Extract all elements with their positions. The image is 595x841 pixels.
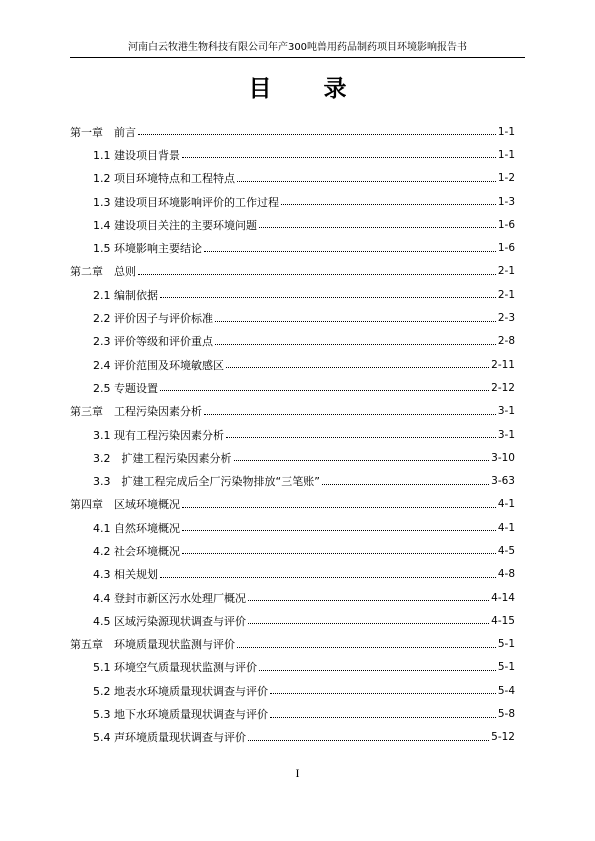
toc-entry-page: 4-15 [491, 614, 515, 627]
toc-entry-page: 1-2 [497, 172, 515, 185]
header-divider [70, 57, 525, 58]
toc-entry-page: 2-11 [491, 358, 515, 371]
toc-section-entry[interactable] [70, 726, 515, 749]
toc-section-entry[interactable] [70, 609, 515, 632]
toc-entry-page: 5-1 [497, 638, 515, 651]
toc-section-entry[interactable] [70, 563, 515, 586]
toc-dot-leader [270, 717, 496, 718]
toc-chapter-entry[interactable] [70, 260, 515, 283]
toc-entry-title: 4.1 自然环境概况 [93, 521, 180, 535]
toc-entry-title: 3.1 现有工程污染因素分析 [93, 428, 224, 442]
toc-entry-title: 第四章 区域环境概况 [70, 498, 180, 512]
toc-entry-page: 5-12 [491, 731, 515, 744]
toc-section-entry[interactable] [70, 190, 515, 213]
toc-entry-page: 4-1 [497, 521, 515, 534]
toc-dot-leader [234, 460, 490, 461]
toc-dot-leader [237, 647, 496, 648]
toc-entry-title: 1.5 环境影响主要结论 [93, 242, 202, 256]
toc-section-entry[interactable] [70, 283, 515, 306]
toc-entry-title: 2.3 评价等级和评价重点 [93, 335, 213, 349]
toc-entry-page: 5-4 [497, 684, 515, 697]
toc-entry-page: 4-8 [497, 568, 515, 581]
toc-section-entry[interactable] [70, 213, 515, 236]
toc-dot-leader [160, 297, 496, 298]
toc-entry-title: 3.3 扩建工程完成后全厂污染物排放“三笔账” [93, 475, 320, 489]
toc-entry-page: 1-6 [497, 218, 515, 231]
toc-section-entry[interactable] [70, 306, 515, 329]
toc-dot-leader [259, 670, 496, 671]
toc-section-entry[interactable] [70, 167, 515, 190]
toc-entry-title: 3.2 扩建工程污染因素分析 [93, 451, 232, 465]
toc-dot-leader [182, 507, 496, 508]
toc-entry-title: 第三章 工程污染因素分析 [70, 405, 202, 419]
toc-entry-page: 3-1 [497, 428, 515, 441]
toc-entry-title: 第五章 环境质量现状监测与评价 [70, 638, 235, 652]
toc-section-entry[interactable] [70, 679, 515, 702]
toc-dot-leader [281, 204, 496, 205]
toc-dot-leader [138, 274, 496, 275]
toc-dot-leader [270, 693, 496, 694]
toc-entry-page: 3-63 [491, 475, 515, 488]
toc-entry-page: 1-6 [497, 242, 515, 255]
toc-entry-page: 1-1 [497, 148, 515, 161]
toc-entry-page: 5-8 [497, 708, 515, 721]
toc-entry-title: 4.5 区域污染源现状调查与评价 [93, 614, 246, 628]
toc-dot-leader [138, 134, 496, 135]
toc-dot-leader [160, 390, 489, 391]
toc-entry-page: 4-5 [497, 544, 515, 557]
toc-entry-title: 2.2 评价因子与评价标准 [93, 312, 213, 326]
table-of-contents [70, 120, 515, 749]
toc-entry-page: 3-1 [497, 405, 515, 418]
toc-dot-leader [160, 577, 496, 578]
toc-entry-title: 1.4 建设项目关注的主要环境问题 [93, 218, 257, 232]
toc-entry-page: 4-1 [497, 498, 515, 511]
page-number: I [295, 766, 300, 780]
toc-section-entry[interactable] [70, 539, 515, 562]
toc-section-entry[interactable] [70, 236, 515, 259]
toc-chapter-entry[interactable] [70, 493, 515, 516]
toc-entry-title: 5.2 地表水环境质量现状调查与评价 [93, 684, 268, 698]
toc-entry-title: 第二章 总则 [70, 265, 136, 279]
toc-chapter-entry[interactable] [70, 400, 515, 423]
toc-entry-page: 1-1 [497, 125, 515, 138]
toc-entry-title: 2.4 评价范围及环境敏感区 [93, 358, 224, 372]
toc-entry-title: 4.2 社会环境概况 [93, 544, 180, 558]
toc-section-entry[interactable] [70, 469, 515, 492]
toc-entry-title: 5.3 地下水环境质量现状调查与评价 [93, 708, 268, 722]
toc-entry-title: 2.5 专题设置 [93, 381, 158, 395]
toc-section-entry[interactable] [70, 423, 515, 446]
toc-dot-leader [215, 344, 496, 345]
toc-entry-page: 1-3 [497, 195, 515, 208]
toc-dot-leader [259, 227, 496, 228]
toc-section-entry[interactable] [70, 702, 515, 725]
toc-entry-title: 2.1 编制依据 [93, 288, 158, 302]
toc-chapter-entry[interactable] [70, 633, 515, 656]
toc-dot-leader [248, 600, 489, 601]
toc-entry-page: 2-1 [497, 265, 515, 278]
toc-entry-title: 5.1 环境空气质量现状监测与评价 [93, 661, 257, 675]
toc-dot-leader [226, 367, 489, 368]
toc-entry-page: 3-10 [491, 451, 515, 464]
toc-title: 目 录 [248, 76, 369, 102]
toc-entry-page: 2-8 [497, 335, 515, 348]
toc-section-entry[interactable] [70, 446, 515, 469]
toc-dot-leader [182, 530, 496, 531]
toc-entry-title: 4.4 登封市新区污水处理厂概况 [93, 591, 246, 605]
toc-entry-title: 1.1 建设项目背景 [93, 148, 180, 162]
toc-dot-leader [322, 484, 489, 485]
toc-dot-leader [237, 181, 496, 182]
toc-section-entry[interactable] [70, 143, 515, 166]
toc-entry-title: 第一章 前言 [70, 125, 136, 139]
toc-section-entry[interactable] [70, 376, 515, 399]
toc-entry-title: 1.3 建设项目环境影响评价的工作过程 [93, 195, 279, 209]
toc-entry-page: 2-3 [497, 312, 515, 325]
toc-section-entry[interactable] [70, 586, 515, 609]
toc-dot-leader [226, 437, 496, 438]
toc-section-entry[interactable] [70, 353, 515, 376]
toc-dot-leader [248, 623, 489, 624]
toc-dot-leader [248, 740, 489, 741]
toc-dot-leader [204, 251, 496, 252]
toc-dot-leader [215, 321, 496, 322]
toc-entry-page: 2-1 [497, 288, 515, 301]
toc-section-entry[interactable] [70, 656, 515, 679]
toc-entry-page: 5-1 [497, 661, 515, 674]
toc-dot-leader [182, 157, 496, 158]
toc-chapter-entry[interactable] [70, 120, 515, 143]
toc-entry-page: 4-14 [491, 591, 515, 604]
toc-entry-title: 1.2 项目环境特点和工程特点 [93, 172, 235, 186]
toc-entry-title: 5.4 声环境质量现状调查与评价 [93, 731, 246, 745]
toc-entry-page: 2-12 [491, 381, 515, 394]
toc-dot-leader [204, 414, 496, 415]
toc-entry-title: 4.3 相关规划 [93, 568, 158, 582]
page-header: 河南白云牧港生物科技有限公司年产300吨兽用药品制药项目环境影响报告书 [127, 42, 468, 53]
toc-dot-leader [182, 553, 496, 554]
toc-section-entry[interactable] [70, 330, 515, 353]
toc-section-entry[interactable] [70, 516, 515, 539]
